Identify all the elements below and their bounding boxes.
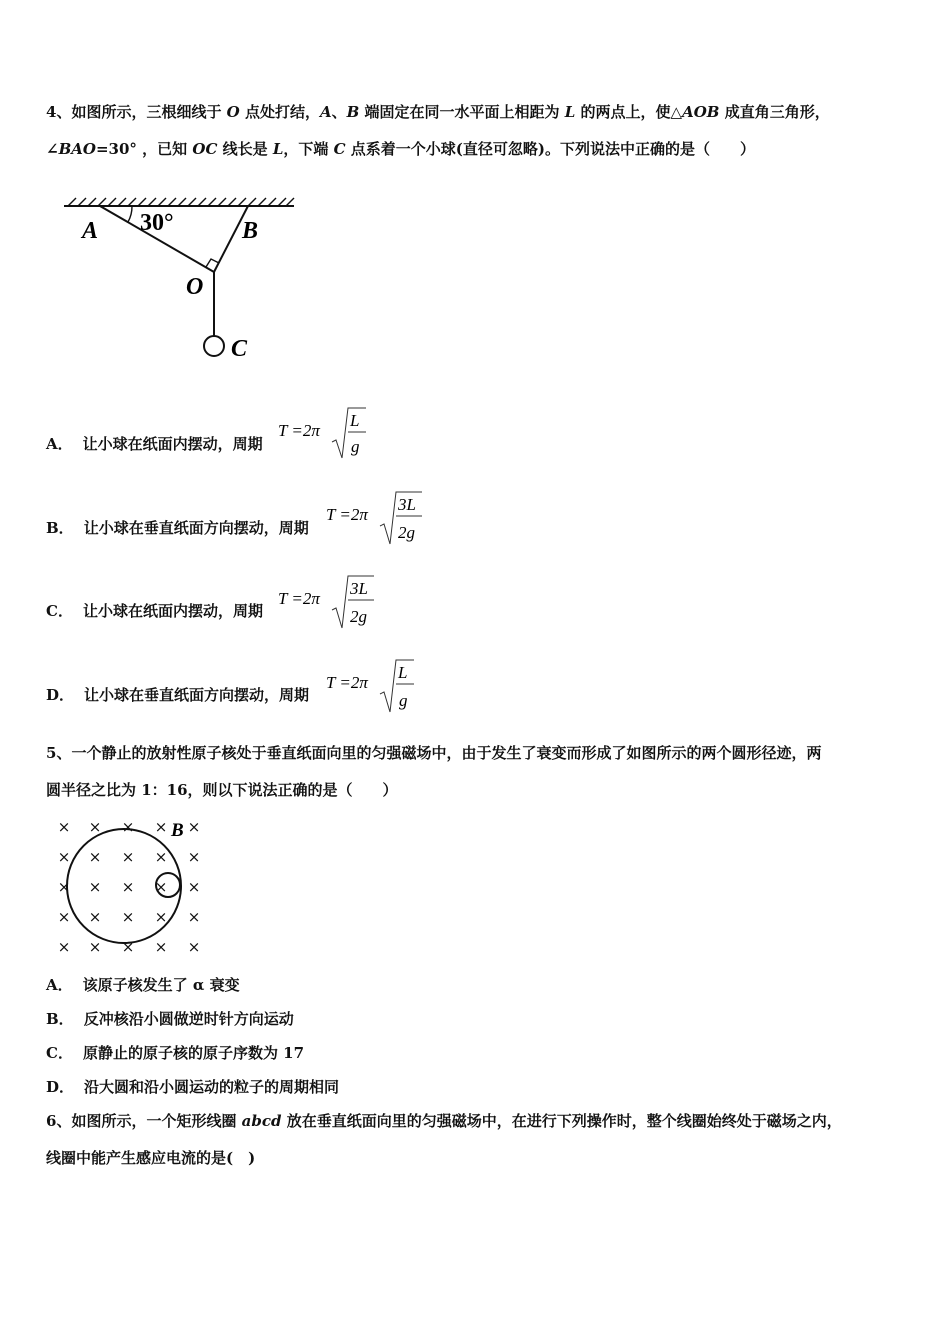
q4-stem-line2: ∠BAO=30° ，已知 OC 线长是 L，下端 C 点系着一个小球(直径可忽略)。下列说法中正确的是（ ） bbox=[46, 140, 755, 158]
q4-option-b[interactable]: B． 让小球在垂直纸面方向摆动，周期 bbox=[46, 519, 309, 537]
svg-text:×: × bbox=[187, 818, 201, 836]
svg-text:×: × bbox=[187, 908, 201, 926]
svg-text:×: × bbox=[121, 848, 135, 866]
svg-text:×: × bbox=[121, 938, 135, 955]
q6-stem-line2: 线圈中能产生感应电流的是( ) bbox=[46, 1149, 256, 1167]
svg-text:×: × bbox=[121, 878, 135, 896]
q4-option-d[interactable]: D． 让小球在垂直纸面方向摆动，周期 bbox=[46, 686, 310, 704]
q4-stem-line1: 4、如图所示，三根细线于 O 点处打结，A、B 端固定在同一水平面上相距为 L 的两点上，使△AOB 成直角三角形， bbox=[46, 103, 830, 121]
svg-text:×: × bbox=[88, 878, 102, 896]
svg-text:×: × bbox=[57, 878, 71, 896]
svg-text:×: × bbox=[57, 818, 71, 836]
angle-arc bbox=[128, 206, 132, 222]
q5-option-d[interactable]: D． 沿大圆和沿小圆运动的粒子的周期相同 bbox=[46, 1078, 340, 1096]
svg-text:T =2π: T =2π bbox=[326, 673, 368, 692]
svg-text:3L: 3L bbox=[398, 495, 416, 514]
q5-stem-line1: 5、一个静止的放射性原子核处于垂直纸面向里的匀强磁场中，由于发生了衰变而形成了如图所示的两个圆形径迹，两 bbox=[46, 744, 822, 762]
svg-text:T =2π: T =2π bbox=[326, 505, 368, 524]
svg-text:×: × bbox=[154, 818, 168, 836]
label-B: B bbox=[242, 218, 259, 244]
svg-text:×: × bbox=[57, 848, 71, 866]
svg-text:×: × bbox=[88, 908, 102, 926]
svg-text:2g: 2g bbox=[398, 523, 415, 542]
q4-option-c[interactable]: C． 让小球在纸面内摆动，周期 bbox=[46, 602, 263, 620]
q4-option-d-formula bbox=[326, 654, 416, 714]
q4-option-b-formula bbox=[326, 486, 426, 546]
label-C: C bbox=[231, 336, 248, 362]
ceiling-hatching bbox=[68, 198, 294, 206]
svg-text:g: g bbox=[399, 691, 408, 710]
svg-text:×: × bbox=[154, 848, 168, 866]
svg-text:3L: 3L bbox=[350, 579, 368, 598]
svg-text:×: × bbox=[88, 938, 102, 955]
svg-text:×: × bbox=[154, 878, 168, 896]
svg-text:×: × bbox=[121, 818, 135, 836]
svg-text:×: × bbox=[187, 938, 201, 955]
svg-text:T =2π: T =2π bbox=[278, 421, 320, 440]
svg-text:L: L bbox=[398, 663, 408, 682]
svg-text:L: L bbox=[350, 411, 360, 430]
svg-text:2g: 2g bbox=[350, 607, 367, 626]
label-B-field: B bbox=[171, 820, 184, 841]
svg-text:×: × bbox=[57, 908, 71, 926]
q4-option-c-formula bbox=[278, 570, 378, 630]
svg-text:×: × bbox=[57, 938, 71, 955]
q5-option-a[interactable]: A． 该原子核发生了 α 衰变 bbox=[46, 976, 240, 994]
q5-stem-line2: 圆半径之比为 1：16，则以下说法正确的是（ ） bbox=[46, 781, 398, 799]
svg-text:×: × bbox=[154, 908, 168, 926]
q4-option-a[interactable]: A． 让小球在纸面内摆动，周期 bbox=[46, 435, 263, 453]
ball-C bbox=[204, 336, 224, 356]
q5-figure bbox=[50, 815, 210, 955]
svg-text:×: × bbox=[154, 938, 168, 955]
svg-text:g: g bbox=[351, 437, 360, 456]
q4-figure bbox=[58, 188, 303, 368]
svg-text:×: × bbox=[187, 848, 201, 866]
label-angle: 30° bbox=[140, 210, 174, 236]
label-O: O bbox=[186, 274, 204, 300]
svg-text:T =2π: T =2π bbox=[278, 589, 320, 608]
svg-text:×: × bbox=[187, 878, 201, 896]
q4-option-a-formula bbox=[278, 402, 368, 460]
label-A: A bbox=[82, 218, 99, 244]
q5-option-c[interactable]: C． 原静止的原子核的原子序数为 17 bbox=[46, 1044, 305, 1062]
svg-text:×: × bbox=[121, 908, 135, 926]
q6-stem-line1: 6、如图所示，一个矩形线圈 abcd 放在垂直纸面向里的匀强磁场中，在进行下列操作时，整个线圈始终处于磁场之内， bbox=[46, 1112, 842, 1130]
svg-text:×: × bbox=[88, 818, 102, 836]
svg-text:×: × bbox=[88, 848, 102, 866]
q5-option-b[interactable]: B． 反冲核沿小圆做逆时针方向运动 bbox=[46, 1010, 294, 1028]
